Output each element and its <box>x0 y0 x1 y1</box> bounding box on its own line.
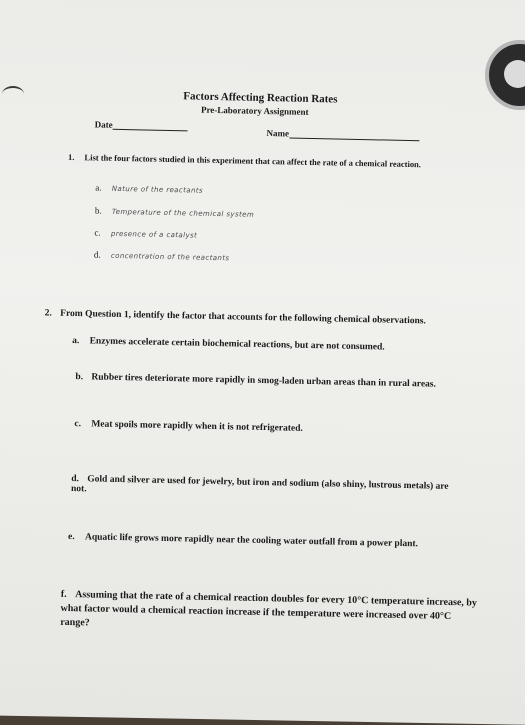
answer-1b <box>95 205 254 218</box>
item-2e <box>68 532 418 549</box>
question-2-number: 2. <box>44 308 52 319</box>
item-2d <box>71 474 461 502</box>
answer-1d-text: concentration of the reactants <box>110 251 230 263</box>
page-subtitle: Pre-Laboratory Assignment <box>200 104 309 117</box>
answer-1a-letter: a. <box>95 182 102 193</box>
answer-1c-letter: c. <box>94 227 101 238</box>
name-label: Name <box>266 128 290 139</box>
name-field[interactable] <box>266 127 419 141</box>
question-1-number: 1. <box>67 151 75 163</box>
question-1-text: List the four factors studied in this experiment that can affect the rate of a chemical reaction. <box>84 152 422 170</box>
question-2-text: From Question 1, identify the factor that accounts for the following chemical observations. <box>60 308 426 327</box>
item-2a-text: Enzymes accelerate certain biochemical reactions, but are not consumed. <box>89 336 385 353</box>
question-2 <box>45 308 426 326</box>
answer-1b-letter: b. <box>94 205 102 216</box>
answer-1b-text: Temperature of the chemical system <box>111 207 255 219</box>
answer-1a-text: Nature of the reactants <box>111 184 204 195</box>
date-field[interactable] <box>95 118 188 131</box>
item-2a <box>72 336 385 353</box>
answer-1d-letter: d. <box>93 249 101 260</box>
item-2c-text: Meat spoils more rapidly when it is not refrigerated. <box>91 419 303 434</box>
item-2c-letter: c. <box>74 419 82 430</box>
date-line <box>113 119 188 132</box>
item-2b-text: Rubber tires deteriorate more rapidly in smog-laden urban areas than in rural areas. <box>91 372 437 390</box>
item-2e-text: Aquatic life grows more rapidly near the cooling water outfall from a power plant. <box>84 532 419 550</box>
answer-1a <box>95 182 203 194</box>
question-1 <box>68 152 421 169</box>
answer-1c <box>94 227 197 239</box>
item-2f <box>60 588 481 639</box>
name-line <box>289 128 419 142</box>
item-2b-letter: b. <box>75 372 84 383</box>
item-2f-text: Assuming that the rate of a chemical reaction doubles for every 10°C temperature increase, by what factor would a chemical reaction increase if the temperature were increased over 40°C range? <box>60 589 478 629</box>
answer-1c-text: presence of a catalyst <box>110 229 198 240</box>
item-2b <box>75 372 475 390</box>
item-2c <box>74 419 303 434</box>
item-2d-letter: d. <box>71 474 80 485</box>
answer-1d <box>94 249 230 262</box>
item-2e-letter: e. <box>67 531 75 543</box>
page-title: Factors Affecting Reaction Rates <box>183 90 338 106</box>
item-2a-letter: a. <box>72 336 80 347</box>
item-2d-text: Gold and silver are used for jewelry, but iron and sodium (also shiny, lustrous metals) are not. <box>70 474 449 495</box>
date-label: Date <box>94 119 113 130</box>
item-2f-letter: f. <box>60 588 67 600</box>
